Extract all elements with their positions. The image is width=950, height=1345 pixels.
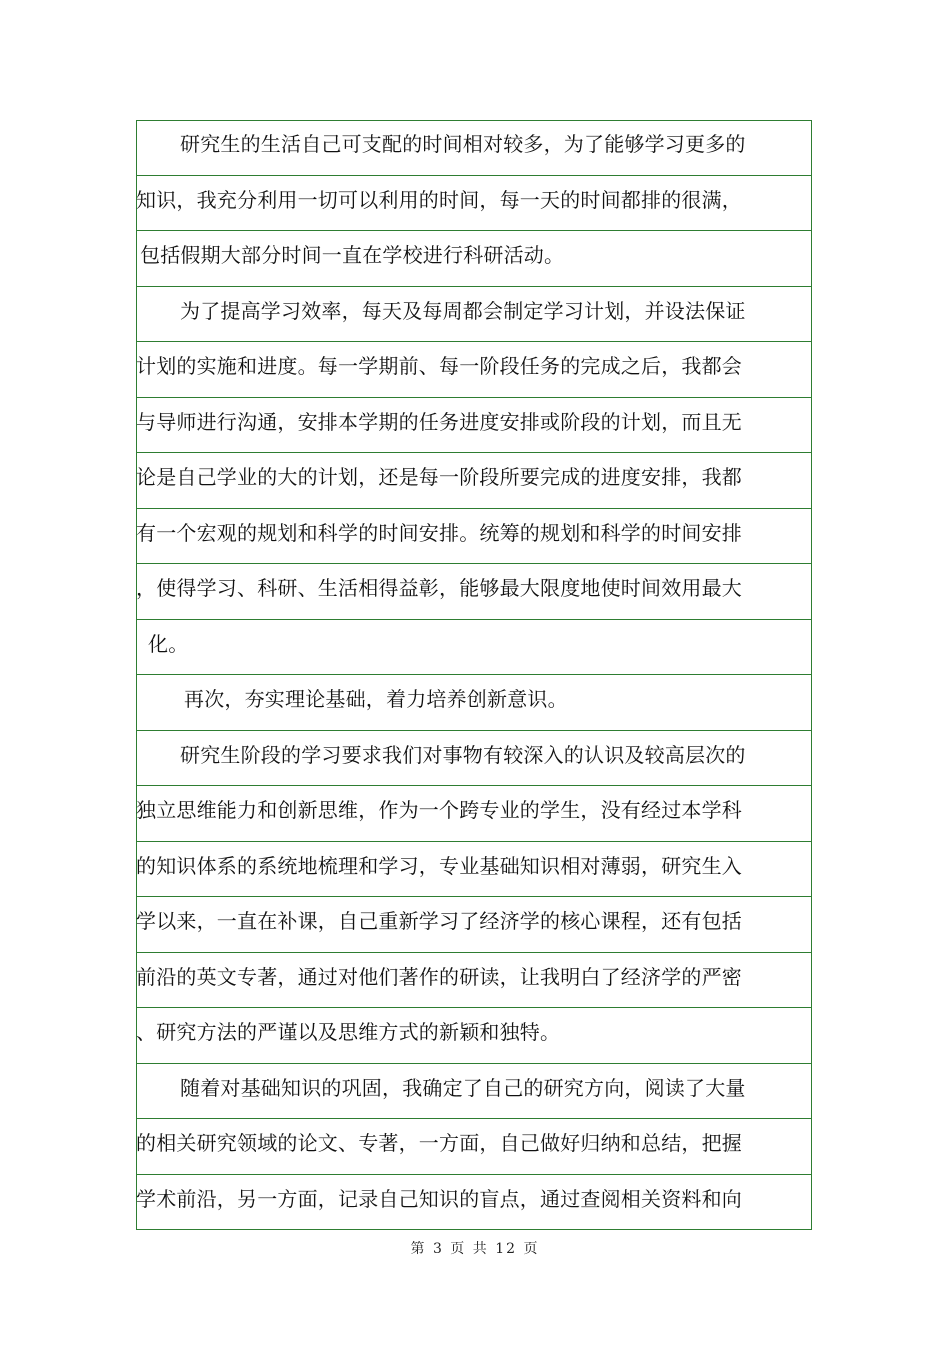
text-line [136, 287, 812, 343]
text-line [136, 342, 812, 398]
text-line [136, 176, 812, 232]
text-line [136, 675, 812, 731]
text-line [136, 564, 812, 620]
text-line-content: 包括假期大部分时间一直在学校进行科研活动。 [140, 243, 565, 267]
text-line [136, 897, 812, 953]
text-line [136, 1008, 812, 1064]
text-line-content: 论是自己学业的大的计划，还是每一阶段所要完成的进度安排，我都 [136, 465, 742, 489]
text-line [136, 1064, 812, 1120]
text-line-content: 研究生的生活自己可支配的时间相对较多，为了能够学习更多的 [180, 132, 746, 156]
text-line [136, 1119, 812, 1175]
text-line-content: 再次，夯实理论基础，着力培养创新意识。 [184, 687, 568, 711]
text-line-content: 知识，我充分利用一切可以利用的时间，每一天的时间都排的很满， [136, 187, 742, 212]
text-line-content: 为了提高学习效率，每天及每周都会制定学习计划，并设法保证 [180, 298, 746, 323]
text-line-content: 学术前沿，另一方面，记录自己知识的盲点，通过查阅相关资料和向 [136, 1186, 742, 1211]
text-line [136, 731, 812, 787]
text-line-content: 的知识体系的系统地梳理和学习，专业基础知识相对薄弱，研究生入 [136, 853, 742, 878]
text-line-content: ，使得学习、科研、生活相得益彰，能够最大限度地使时间效用最大 [136, 576, 742, 600]
text-line-content: 独立思维能力和创新思维，作为一个跨专业的学生，没有经过本学科 [136, 798, 742, 822]
text-line [136, 842, 812, 898]
text-line [136, 453, 812, 509]
text-line [136, 953, 812, 1009]
text-line-content: 有一个宏观的规划和科学的时间安排。统筹的规划和科学的时间安排 [136, 520, 742, 545]
text-line-content: 的相关研究领域的论文、专著，一方面，自己做好归纳和总结，把握 [136, 1131, 742, 1155]
text-line-content: 前沿的英文专著，通过对他们著作的研读，让我明白了经济学的严密 [136, 964, 742, 989]
text-line [136, 398, 812, 454]
text-line-content: 计划的实施和进度。每一学期前、每一阶段任务的完成之后，我都会 [136, 354, 742, 378]
text-line-content: 研究生阶段的学习要求我们对事物有较深入的认识及较高层次的 [180, 742, 746, 767]
text-line [136, 509, 812, 565]
text-line-content: 化。 [148, 631, 189, 656]
text-line [136, 1175, 812, 1231]
text-line [136, 620, 812, 676]
text-line [136, 786, 812, 842]
text-line-content: 学以来，一直在补课，自己重新学习了经济学的核心课程，还有包括 [136, 909, 742, 933]
page-footer: 第 3 页 共 12 页 [410, 1241, 540, 1257]
text-line [136, 120, 812, 176]
text-line [136, 231, 812, 287]
text-line-content: 与导师进行沟通，安排本学期的任务进度安排或阶段的计划，而且无 [136, 409, 742, 434]
text-line-content: 、研究方法的严谨以及思维方式的新颖和独特。 [136, 1020, 561, 1044]
text-line-content: 随着对基础知识的巩固，我确定了自己的研究方向，阅读了大量 [180, 1075, 746, 1100]
